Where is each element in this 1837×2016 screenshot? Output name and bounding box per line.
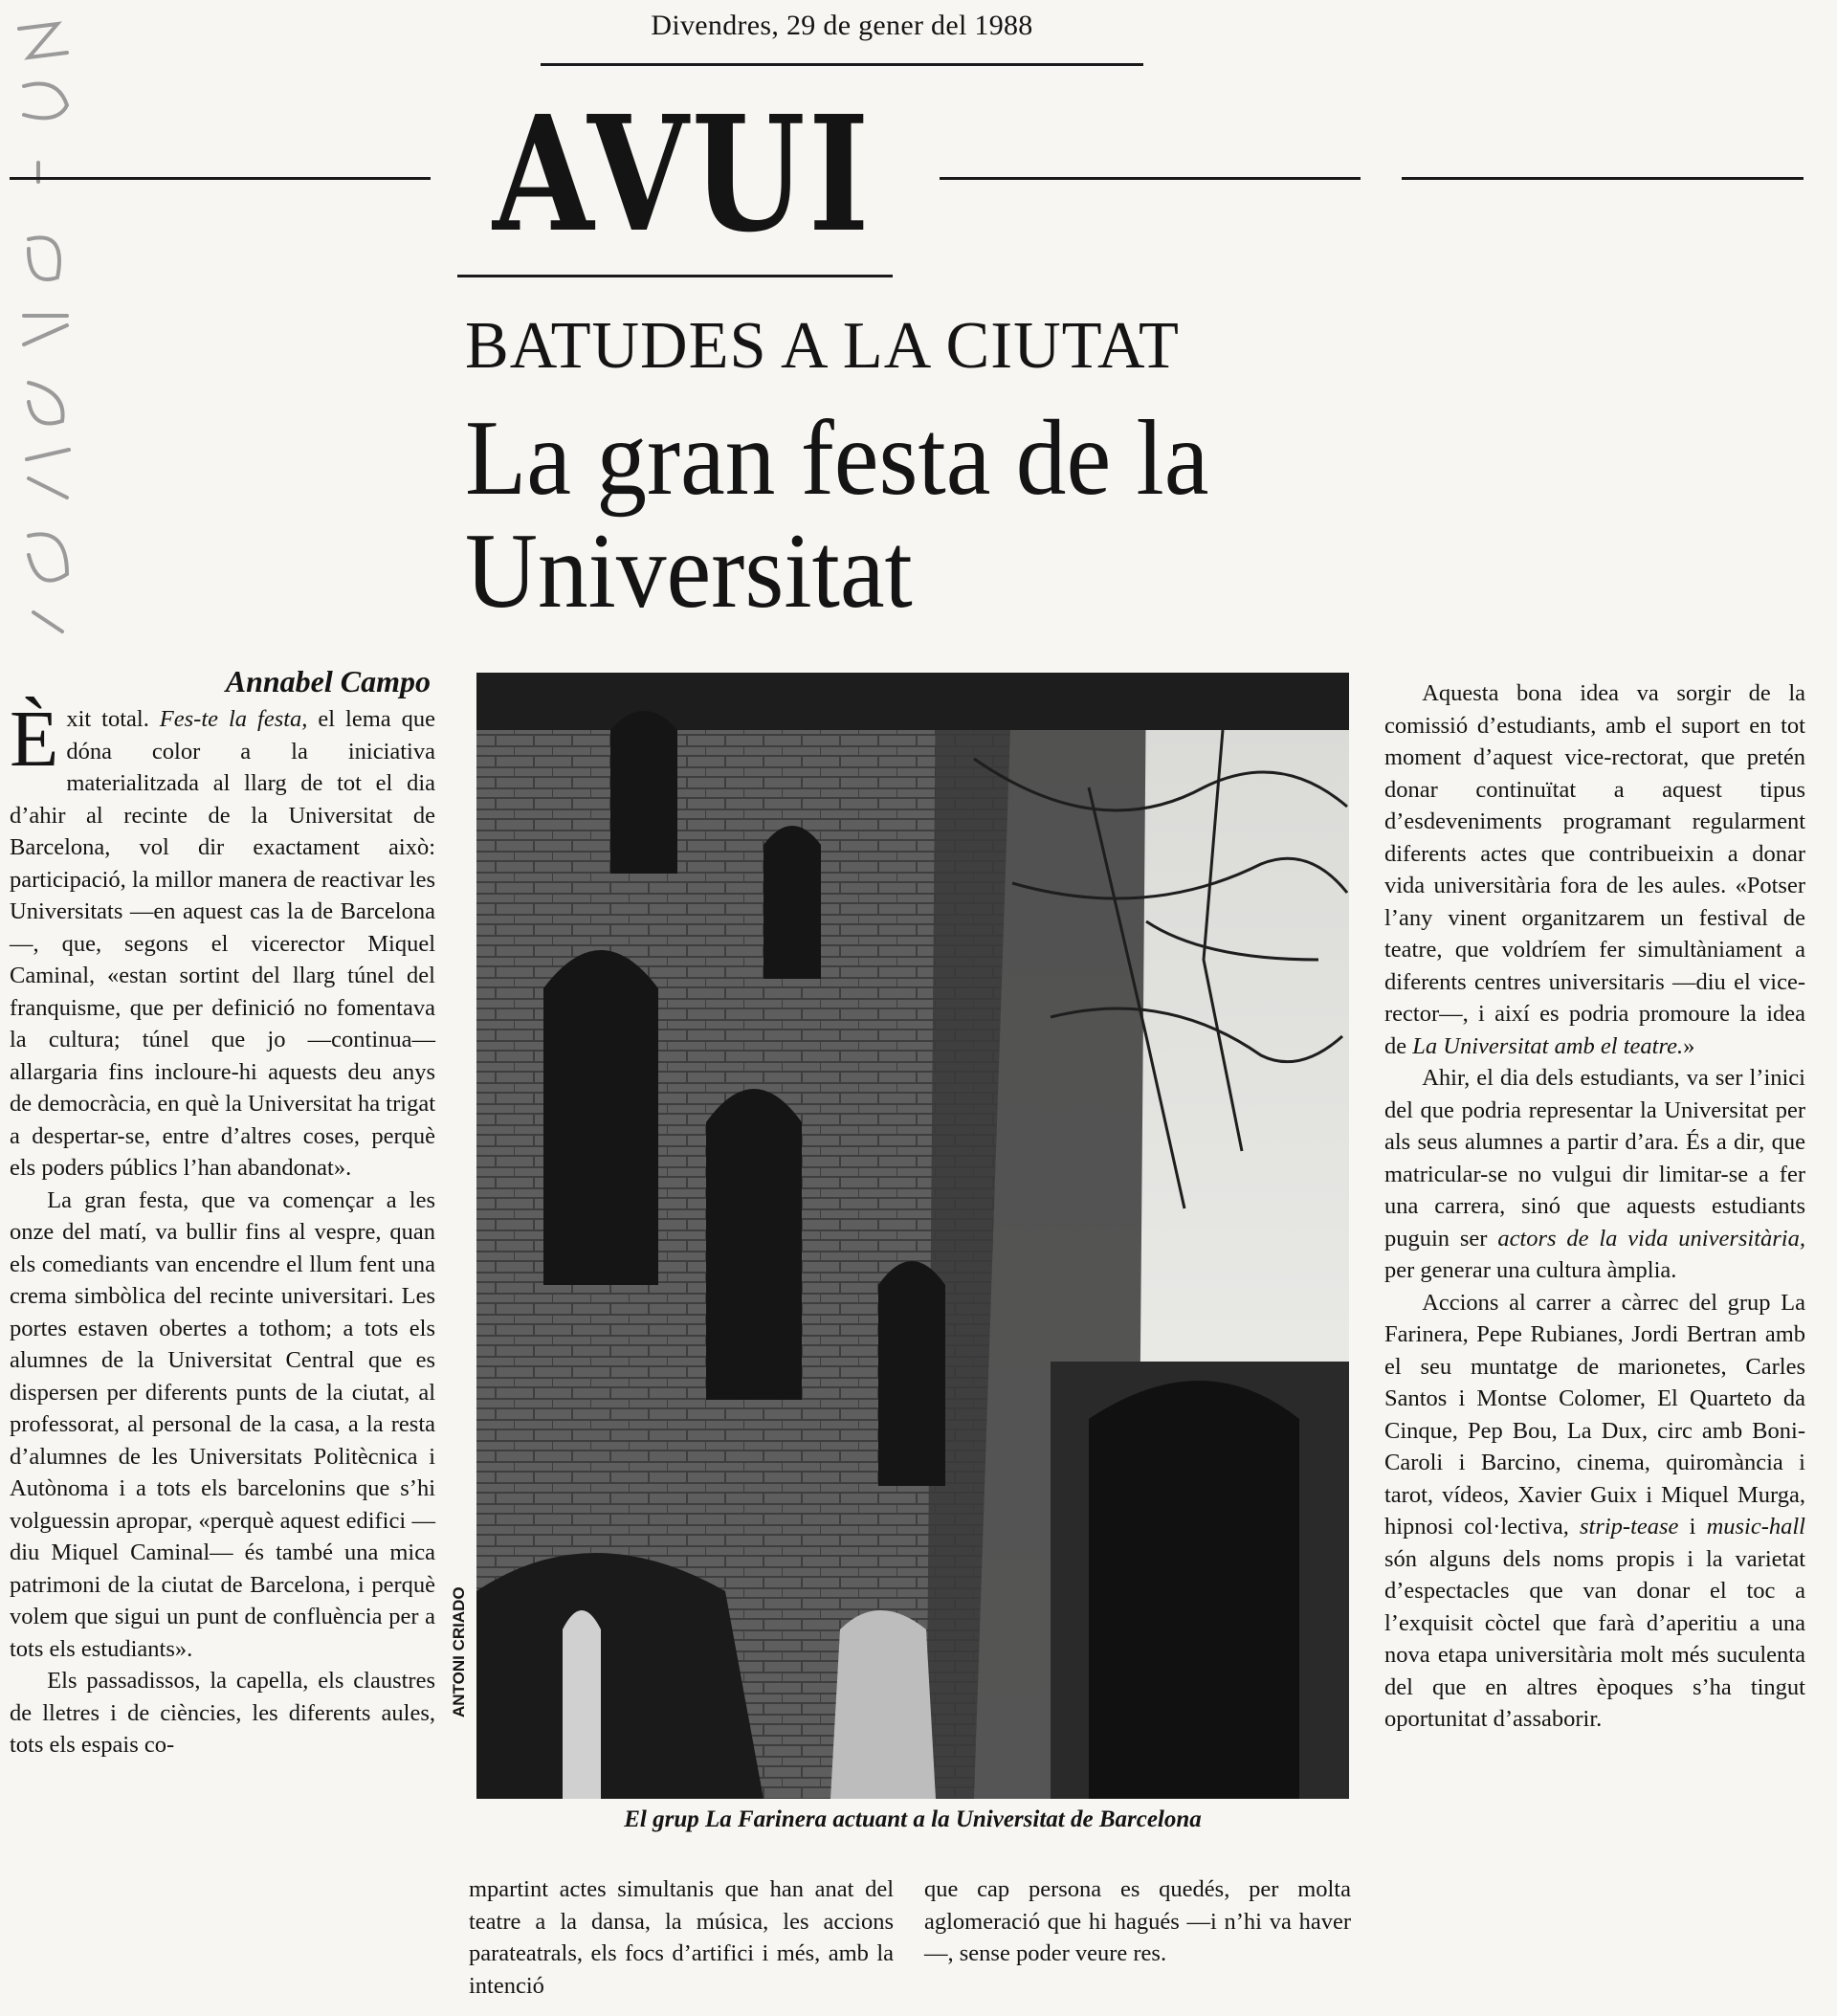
paragraph [1384,677,1805,1062]
article-column-3 [924,1873,1351,1970]
italic-text: strip-tease [1579,1514,1679,1540]
masthead-rule-mid [940,177,1361,180]
text-run: són alguns dels noms propis i la varietat d’espectacles que van donar el toc a l’exquisit còctel que farà d’aperitiu a una nova etapa universitària molt més suculenta del que en altres èpoques s’ha tingut oportunitat d’assaborir. [1384,1545,1805,1732]
issue-date: Divendres, 29 de gener del 1988 [651,10,1033,41]
newspaper-logo: AVUI [493,81,873,268]
text-run: el lema que dóna color a la iniciativa materialitzada al llarg de tot el dia d’ahir al recinte de la Universitat de Barcelona, vol dir exactament això: participació, la millor manera de reactivar les Universitats —en aquest cas la de Barcelona—, que, segons el vicerector Miquel Caminal, «estan sortint del llarg túnel del franquisme, que per definició no fomentava la cultura; túnel que jo —continua— allargaria fins incloure-hi aquests deu anys de democràcia, en què la Universitat ha trigat a despertar-se, entre d’altres coses, perquè els poders públics l’han abandonat». [10,706,436,1181]
paragraph: mpartint actes simultanis que han anat del teatre a la dansa, la música, les accions parateatrals, els focs d’artifici i més, amb la intenció [469,1876,894,1999]
text-run: xit total. [66,706,160,732]
photo-caption: El grup La Farinera actuant a la Universitat de Barcelona [624,1806,1202,1832]
text-run: i [1678,1514,1707,1540]
article-column-2 [469,1873,894,2002]
logo-underline [457,275,893,277]
italic-text: La Universitat amb el teatre. [1412,1032,1684,1059]
paragraph [1384,1287,1805,1736]
byline: Annabel Campo [225,664,431,698]
paragraph: Els passadissos, la capella, els claustres de lletres i de ciències, les diferents aules, tots els espais co- [10,1668,435,1758]
italic-text: Fes-te la festa, [159,706,308,732]
text-run: Aquesta bona idea va sorgir de la comissió d’estudiants, amb el suport en tot moment d’aquest vice-rectorat, que pretén donar continuïtat a aquest tipus d’esdeveniments programant regularment diferents actes que contribueixin a donar vida universitària fora de les aules. «Potser l’any vinent organitzarem un festival de teatre, que voldríem fer simultàniament a diferents centres universitaris —diu el vice-rector—, i així es podria promoure la idea de [1384,680,1805,1059]
italic-text: actors de la vida universitària, [1497,1225,1805,1252]
article-column-1 [10,695,436,1761]
text-run: Accions al carrer a càrrec del grup La Farinera, Pepe Rubianes, Jordi Bertran amb el seu muntatge de marionetes, Carles Santos i Montse Colomer, El Quarteto da Cinque, Pep Bou, La Dux, circ amb Boni-Caroli i Barcino, cinema, quiromància i tarot, vídeos, Xavier Guix i Miquel Murga, hipnosi col·lectiva, [1384,1289,1805,1540]
text-run: Ahir, el dia dels estudiants, va ser l’inici del que podria representar la Universitat per als seus alumnes a partir d’ara. És a dir, que matricular-se no vulgui dir limitar-se a fer una carrera, sinó que aquests estudiants puguin ser [1384,1065,1805,1252]
date-rule [541,63,1143,66]
margin-handwriting [0,0,105,675]
section-heading: BATUDES A LA CIUTAT [465,309,1180,383]
paragraph [1384,1062,1805,1287]
text-run: per generar una cultura àmplia. [1384,1257,1677,1283]
paragraph: que cap persona es quedés, per molta aglomeració que hi hagués —i n’hi va haver—, sense poder veure res. [924,1876,1351,1966]
headline: La gran festa de la Universitat [465,399,1209,631]
paragraph: La gran festa, que va començar a les onze del matí, va bullir fins al vespre, quan els comediants van encendre el llum fent una crema simbòlica del recinte universitari. Les portes estaven obertes a tothom; a tots els alumnes de la Universitat Central que es dispersen per diferents punts de la ciutat, al professorat, al personal de la casa, a la resta d’alumnes de les Universitats Politècnica i Autònoma i a tots els barcelonins que s’hi volguessin apropar, «perquè aquest edifici —diu Miquel Caminal— és també una mica patrimoni de la ciutat de Barcelona, i perquè volem que sigui un punt de confluència per a tots els estudiants». [10,1186,435,1662]
text-run: » [1683,1032,1695,1059]
masthead-rule-left [10,177,431,180]
italic-text: music-hall [1706,1514,1805,1540]
photo-credit: ANTONI CRIADO [450,1586,468,1717]
drop-cap: È [10,695,59,784]
article-column-4 [1384,677,1805,1736]
masthead-rule-right [1402,177,1804,180]
article-photo [476,673,1349,1799]
paragraph [10,695,436,1185]
